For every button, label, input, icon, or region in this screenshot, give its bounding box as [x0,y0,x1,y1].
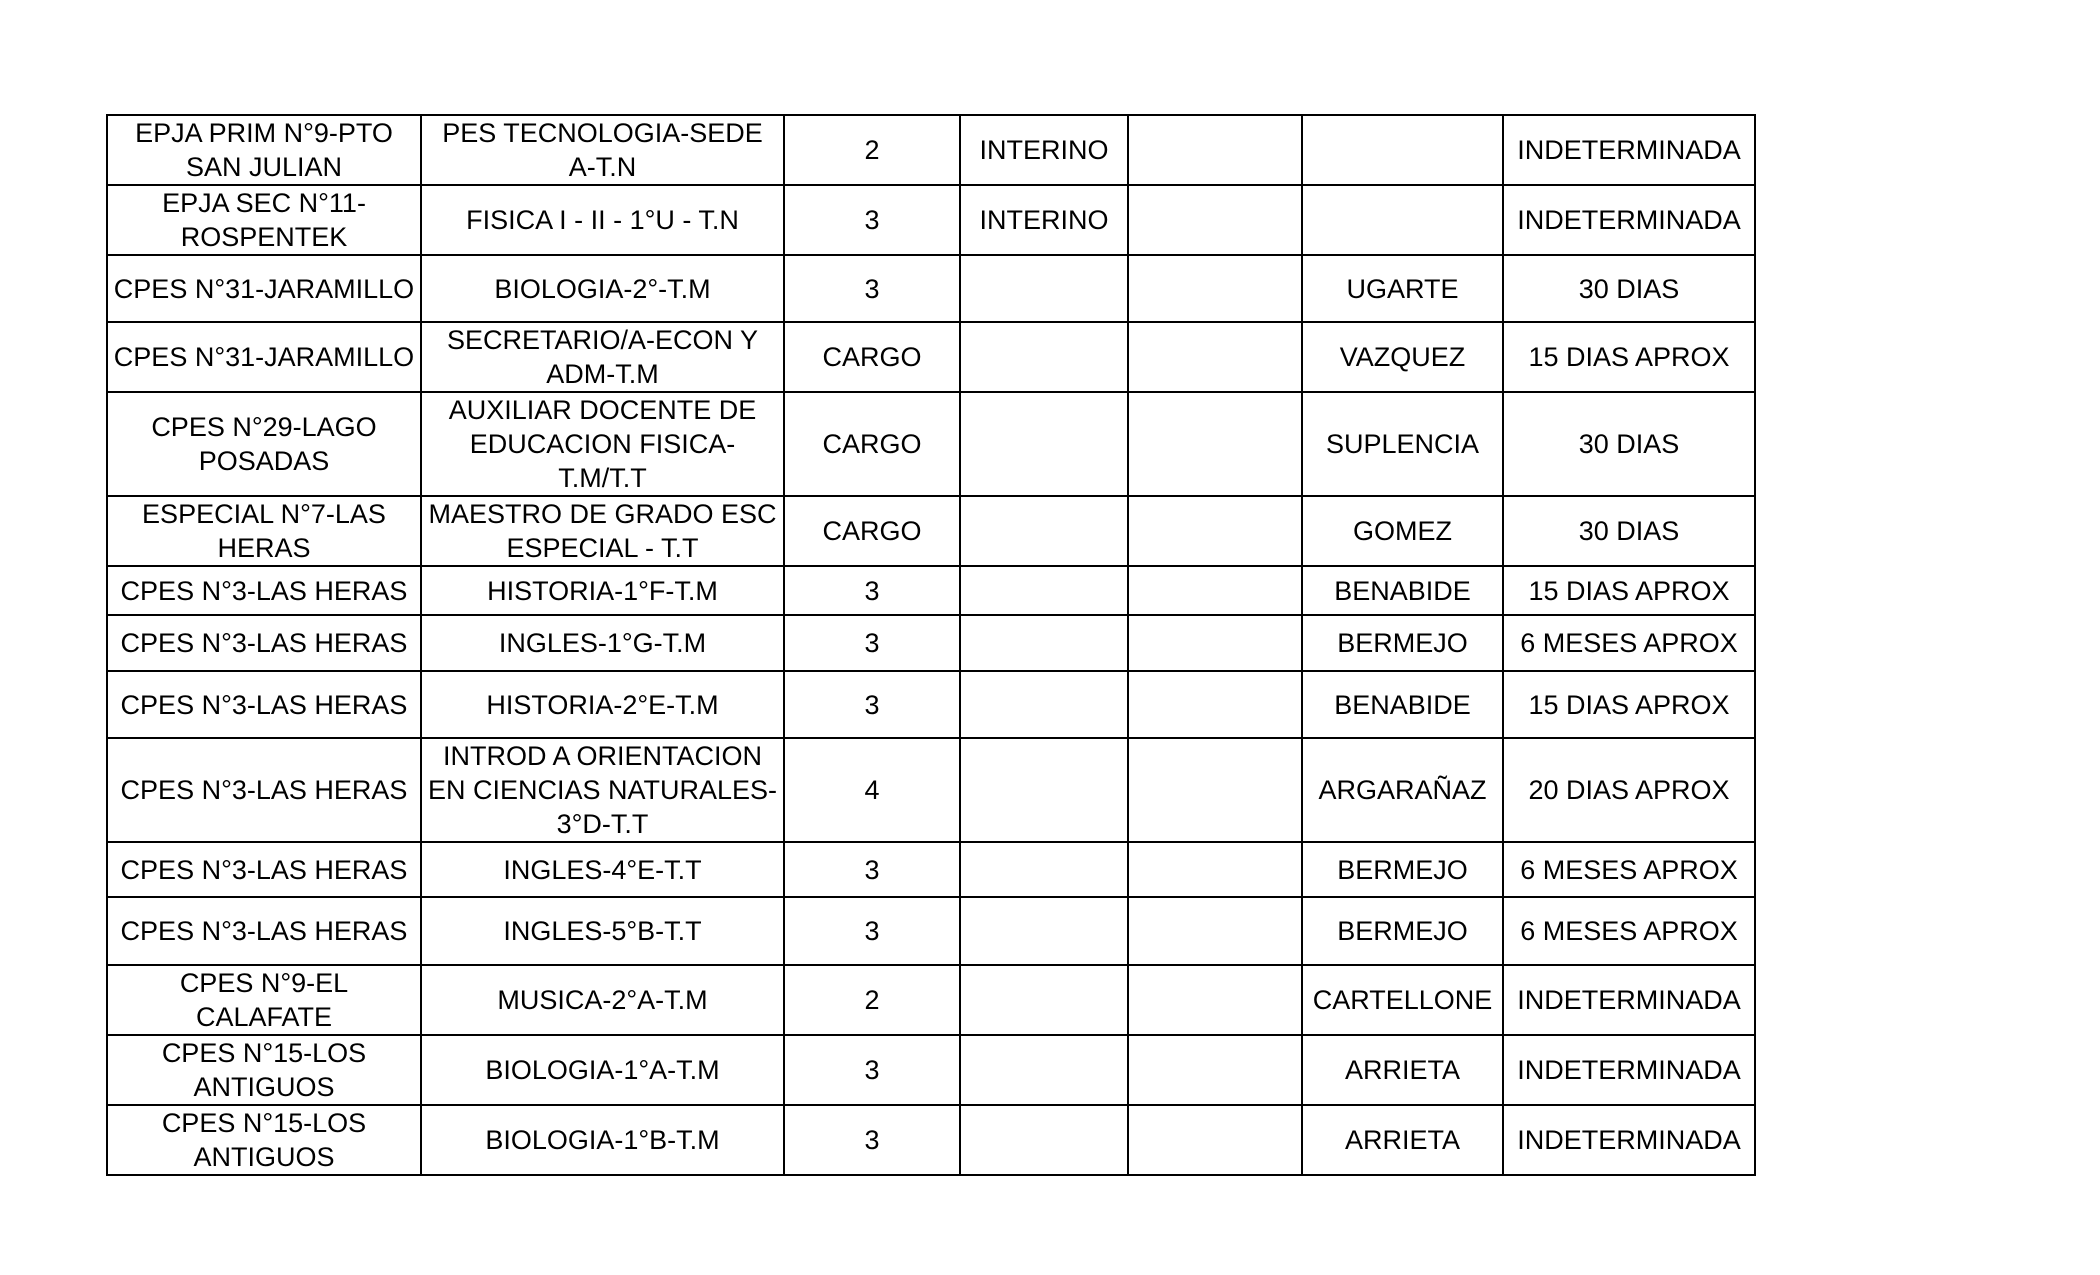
cell-horas: 3 [784,615,960,671]
cell-situacion [960,1035,1128,1105]
cell-espacio: INTROD A ORIENTACION EN CIENCIAS NATURALES-3°D-T.T [421,738,784,842]
cell-horas: 3 [784,897,960,965]
cell-horas: 2 [784,115,960,185]
cell-duracion: INDETERMINADA [1503,1105,1755,1175]
cell-escuela: CPES N°3-LAS HERAS [107,566,421,615]
cell-duracion: 30 DIAS [1503,255,1755,322]
cell-escuela: CPES N°15-LOS ANTIGUOS [107,1105,421,1175]
cell-escuela: EPJA SEC N°11-ROSPENTEK [107,185,421,255]
cell-escuela: EPJA PRIM N°9-PTO SAN JULIAN [107,115,421,185]
table-row [107,671,1755,738]
cell-col5 [1128,566,1302,615]
cell-horas: 3 [784,185,960,255]
cell-escuela: ESPECIAL N°7-LAS HERAS [107,496,421,566]
cell-horas: CARGO [784,322,960,392]
cell-docente: GOMEZ [1302,496,1503,566]
cell-espacio: INGLES-1°G-T.M [421,615,784,671]
cell-horas: 2 [784,965,960,1035]
cell-col5 [1128,738,1302,842]
cell-escuela: CPES N°9-EL CALAFATE [107,965,421,1035]
cell-col5 [1128,897,1302,965]
table-row [107,615,1755,671]
cell-docente: BENABIDE [1302,671,1503,738]
cell-situacion [960,322,1128,392]
cell-horas: 3 [784,671,960,738]
table-row [107,965,1755,1035]
cell-docente: BERMEJO [1302,897,1503,965]
cell-situacion [960,897,1128,965]
cell-duracion: 6 MESES APROX [1503,615,1755,671]
table-row [107,185,1755,255]
table-row [107,897,1755,965]
cell-duracion: 30 DIAS [1503,392,1755,496]
cell-duracion: 30 DIAS [1503,496,1755,566]
cell-escuela: CPES N°3-LAS HERAS [107,615,421,671]
cell-escuela: CPES N°29-LAGO POSADAS [107,392,421,496]
cell-docente: VAZQUEZ [1302,322,1503,392]
cell-escuela: CPES N°31-JARAMILLO [107,255,421,322]
cell-duracion: INDETERMINADA [1503,965,1755,1035]
cell-horas: 3 [784,255,960,322]
cell-docente: CARTELLONE [1302,965,1503,1035]
cell-col5 [1128,392,1302,496]
table-body [107,115,1755,1175]
cell-duracion: INDETERMINADA [1503,185,1755,255]
cell-situacion [960,842,1128,897]
cell-col5 [1128,965,1302,1035]
cell-col5 [1128,842,1302,897]
table-row [107,842,1755,897]
cell-situacion: INTERINO [960,115,1128,185]
cell-duracion: INDETERMINADA [1503,115,1755,185]
cell-espacio: PES TECNOLOGIA-SEDE A-T.N [421,115,784,185]
cell-duracion: 15 DIAS APROX [1503,671,1755,738]
cell-situacion [960,615,1128,671]
cell-docente: ARRIETA [1302,1105,1503,1175]
cell-duracion: 6 MESES APROX [1503,842,1755,897]
cell-horas: 4 [784,738,960,842]
cell-col5 [1128,671,1302,738]
cell-espacio: BIOLOGIA-2°-T.M [421,255,784,322]
cell-espacio: HISTORIA-2°E-T.M [421,671,784,738]
vacancy-table [106,114,1756,1176]
cell-horas: 3 [784,1105,960,1175]
cell-docente: BERMEJO [1302,842,1503,897]
cell-horas: 3 [784,1035,960,1105]
cell-docente: SUPLENCIA [1302,392,1503,496]
cell-duracion: 15 DIAS APROX [1503,566,1755,615]
cell-espacio: AUXILIAR DOCENTE DE EDUCACION FISICA-T.M/T.T [421,392,784,496]
cell-escuela: CPES N°3-LAS HERAS [107,671,421,738]
cell-col5 [1128,185,1302,255]
cell-espacio: MUSICA-2°A-T.M [421,965,784,1035]
cell-horas: CARGO [784,392,960,496]
table-row [107,566,1755,615]
cell-espacio: BIOLOGIA-1°A-T.M [421,1035,784,1105]
cell-situacion [960,255,1128,322]
cell-espacio: INGLES-5°B-T.T [421,897,784,965]
cell-situacion [960,965,1128,1035]
cell-duracion: INDETERMINADA [1503,1035,1755,1105]
cell-escuela: CPES N°3-LAS HERAS [107,842,421,897]
cell-situacion [960,496,1128,566]
cell-duracion: 15 DIAS APROX [1503,322,1755,392]
cell-escuela: CPES N°3-LAS HERAS [107,738,421,842]
cell-horas: 3 [784,842,960,897]
cell-col5 [1128,115,1302,185]
table-row [107,1035,1755,1105]
cell-escuela: CPES N°15-LOS ANTIGUOS [107,1035,421,1105]
cell-col5 [1128,1105,1302,1175]
cell-situacion [960,671,1128,738]
cell-duracion: 20 DIAS APROX [1503,738,1755,842]
cell-docente: ARRIETA [1302,1035,1503,1105]
cell-espacio: BIOLOGIA-1°B-T.M [421,1105,784,1175]
cell-situacion: INTERINO [960,185,1128,255]
cell-situacion [960,392,1128,496]
table-row [107,392,1755,496]
cell-docente: BENABIDE [1302,566,1503,615]
table-row [107,115,1755,185]
cell-docente: ARGARAÑAZ [1302,738,1503,842]
cell-horas: CARGO [784,496,960,566]
cell-col5 [1128,255,1302,322]
cell-duracion: 6 MESES APROX [1503,897,1755,965]
cell-espacio: MAESTRO DE GRADO ESC ESPECIAL - T.T [421,496,784,566]
cell-espacio: FISICA I - II - 1°U - T.N [421,185,784,255]
cell-escuela: CPES N°3-LAS HERAS [107,897,421,965]
cell-col5 [1128,496,1302,566]
cell-situacion [960,738,1128,842]
cell-col5 [1128,1035,1302,1105]
cell-docente [1302,115,1503,185]
table-row [107,255,1755,322]
table-row [107,496,1755,566]
cell-col5 [1128,615,1302,671]
cell-espacio: SECRETARIO/A-ECON Y ADM-T.M [421,322,784,392]
cell-docente: BERMEJO [1302,615,1503,671]
cell-horas: 3 [784,566,960,615]
cell-docente [1302,185,1503,255]
table-row [107,322,1755,392]
cell-situacion [960,566,1128,615]
cell-situacion [960,1105,1128,1175]
cell-espacio: HISTORIA-1°F-T.M [421,566,784,615]
cell-col5 [1128,322,1302,392]
table-row [107,1105,1755,1175]
cell-docente: UGARTE [1302,255,1503,322]
cell-espacio: INGLES-4°E-T.T [421,842,784,897]
table-row [107,738,1755,842]
cell-escuela: CPES N°31-JARAMILLO [107,322,421,392]
